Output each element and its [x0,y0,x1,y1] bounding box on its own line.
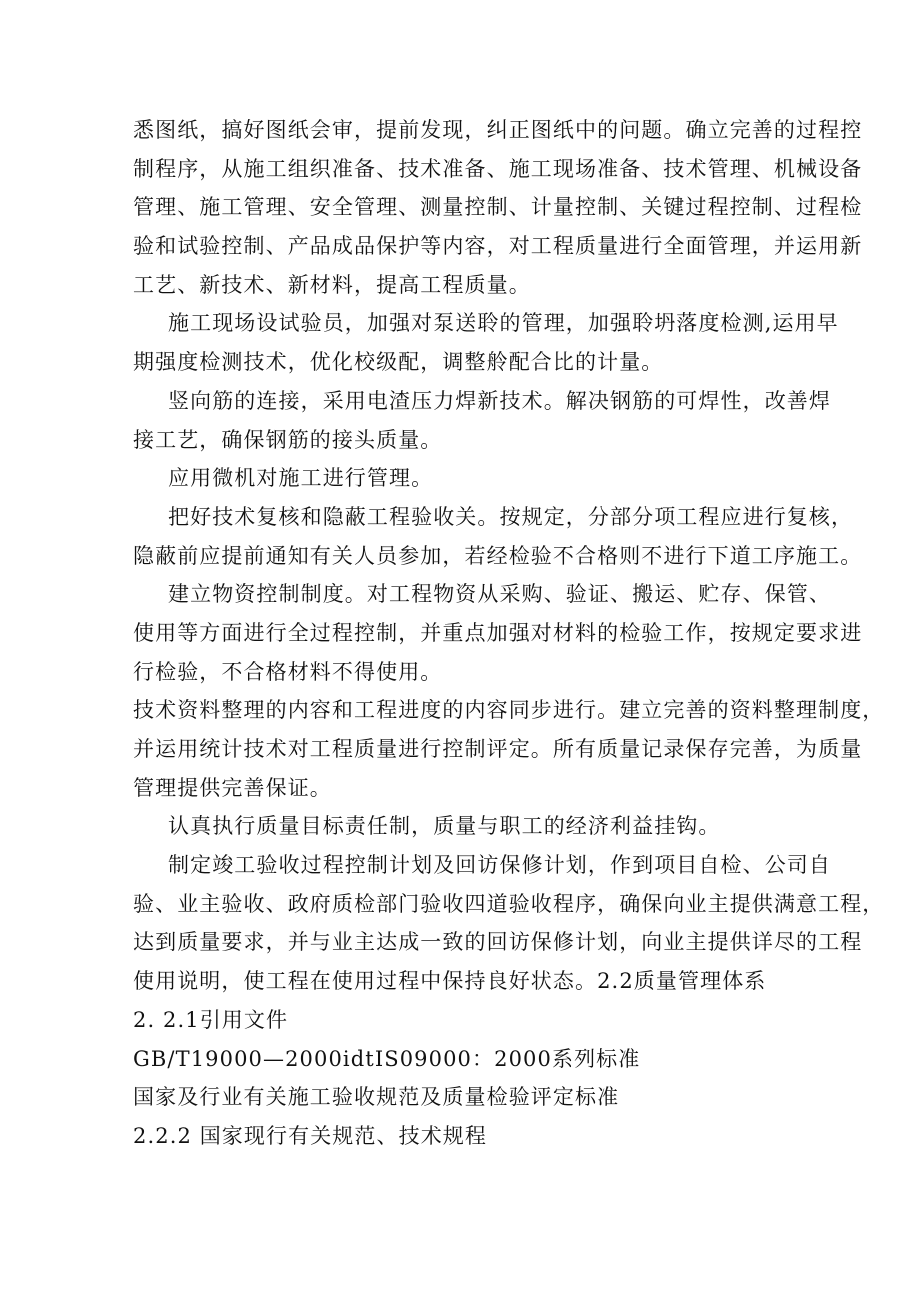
document-body [133,111,885,1156]
paragraph [133,111,863,304]
text-line: 2.2.2 国家现行有关规范、技术规程 [133,1123,488,1148]
text-line: 验、业主验收、政府质检部门验收四道验收程序，确保向业主提供满意工程， [133,891,885,916]
text-line: 管理提供完善保证。 [133,775,332,800]
text-line: 国家及行业有关施工验收规范及质量检验评定标准 [133,1085,620,1110]
paragraph [133,304,839,381]
paragraph [133,1078,813,1117]
text-line: 工艺、新技术、新材料，提高工程质量。 [133,272,531,297]
text-line: 验和试验控制、产品成品保护等内容，对工程质量进行全面管理，并运用新 [133,234,863,259]
text-line: 接工艺，确保钢筋的接头质量。 [133,427,443,452]
text-line: 技术资料整理的内容和工程进度的内容同步进行。建立完善的资料整理制度， [133,698,885,723]
paragraph [133,691,885,807]
paragraph [133,807,813,846]
text-line: 应用微机对施工进行管理。 [168,466,434,491]
paragraph [133,575,863,691]
paragraph [133,382,831,459]
text-line: 期强度检测技术，优化校级配，调整舲配合比的计量。 [133,350,664,375]
text-line: 管理、施工管理、安全管理、测量控制、计量控制、关键过程控制、过程检 [133,195,863,220]
paragraph [133,459,813,498]
text-line: 并运用统计技术对工程质量进行控制评定。所有质量记录保存完善，为质量 [133,737,863,761]
text-line: 建立物资控制制度。对工程物资从采购、验证、搬运、贮存、保管、 [168,582,831,607]
text-line: 把好技术复核和隐蔽工程验收关。按规定，分部分项工程应进行复核， [168,504,854,529]
paragraph [133,1117,813,1156]
paragraph [133,846,885,1001]
text-line: 隐蔽前应提前通知有关人员参加，若经检验不合格则不进行下道工序施工。 [133,543,863,568]
text-line: 制程序，从施工组织准备、技术准备、施工现场准备、技术管理、机械设备 [133,156,863,181]
text-line: 制定竣工验收过程控制计划及回访保修计划，作到项目自检、公司自 [168,853,831,878]
text-line: 使用说明，使工程在使用过程中保持良好状态。2.2质量管理体系 [133,969,767,994]
text-line: 认真执行质量目标责任制，质量与职工的经济利益挂钩。 [168,814,721,839]
text-line: 施工现场设试验员，加强对泵送聆的管理，加强聆坍落度检测,运用早 [168,311,839,336]
text-line: 使用等方面进行全过程控制，并重点加强对材料的检验工作，按规定要求进 [133,620,863,645]
paragraph [133,1040,813,1079]
text-line: 竖向筋的连接，采用电渣压力焊新技术。解决钢筋的可焊性，改善焊 [168,388,831,413]
text-line: 悉图纸，搞好图纸会审，提前发现，纠正图纸中的问题。确立完善的过程控 [133,118,863,142]
text-line: 2. 2.1引用文件 [133,1007,289,1032]
text-line: 行检验，不合格材料不得使用。 [133,659,443,684]
paragraph [133,1001,813,1040]
paragraph [133,498,863,575]
text-line: GB/T19000—2000idtIS09000：2000系列标准 [133,1046,641,1071]
text-line: 达到质量要求，并与业主达成一致的回访保修计划，向业主提供详尽的工程 [133,930,863,955]
